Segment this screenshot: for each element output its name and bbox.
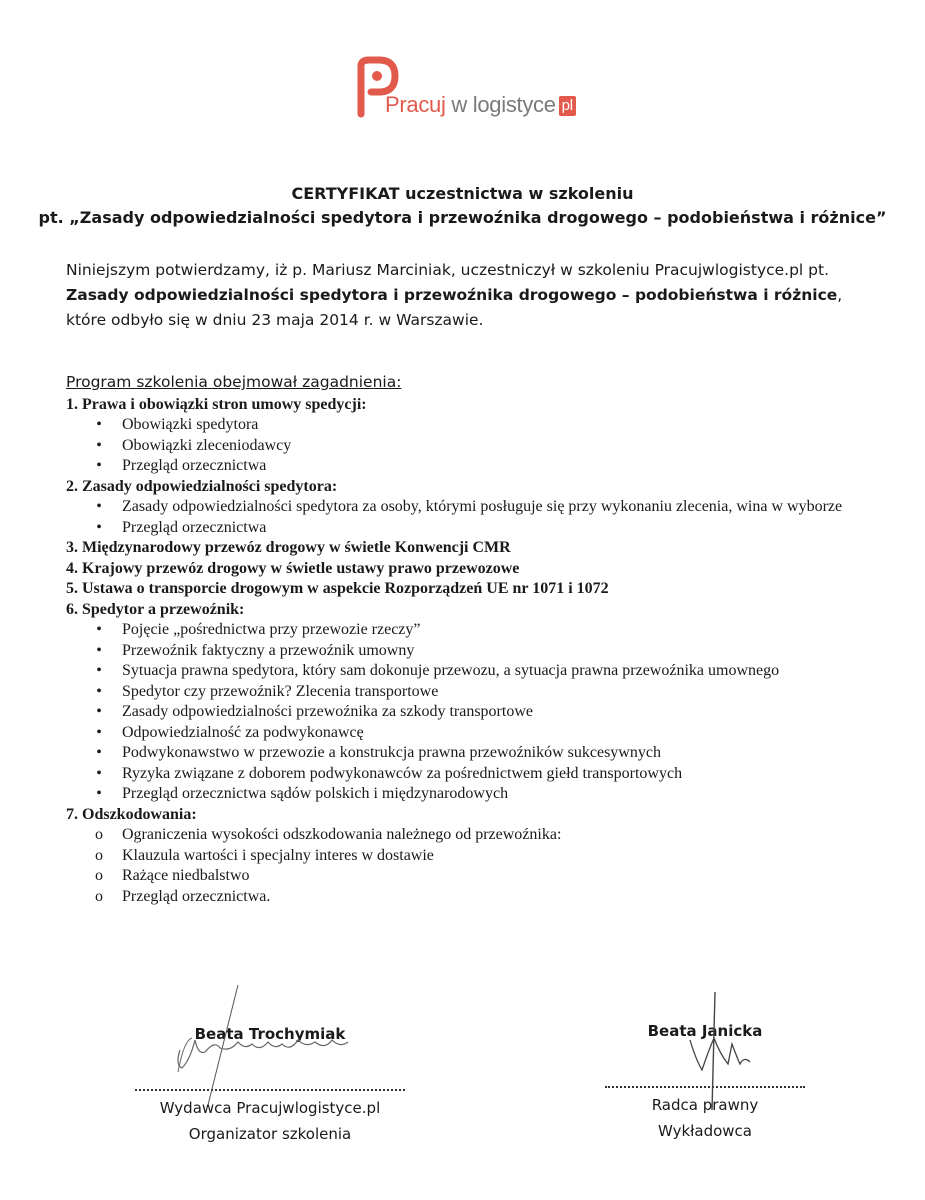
- program-topic: 4. Krajowy przewóz drogowy w świetle ustawy prawo przewozowe: [66, 559, 520, 577]
- list-item: [66, 723, 866, 744]
- list-item-text: Ryzyka związane z doborem podwykonawców za pośrednictwem giełd transportowych: [122, 764, 683, 782]
- hollow-bullet-icon: o: [95, 826, 103, 843]
- list-item-text: Przegląd orzecznictwa: [122, 518, 267, 536]
- program-topic: 5. Ustawa o transporcie drogowym w aspekcie Rozporządzeń UE nr 1071 i 1072: [66, 580, 609, 597]
- list-item-text: Przegląd orzecznictwa.: [122, 887, 271, 905]
- signer-role: Organizator szkolenia: [188, 1125, 352, 1143]
- certificate-title: CERTYFIKAT uczestnictwa w szkoleniu: [291, 184, 634, 203]
- pracujwlogistyce-logo: [355, 56, 585, 126]
- list-item: [66, 436, 866, 457]
- list-item-text: Zasady odpowiedzialności przewoźnika za szkody transportowe: [122, 703, 533, 720]
- signer-name: Beata Janicka: [647, 1022, 763, 1040]
- list-item-text: Sytuacja prawna spedytora, który sam dokonuje przewozu, a sytuacja prawna przewoźnika umownego: [122, 662, 780, 679]
- signature-block-right: [590, 1022, 820, 1144]
- handwritten-signature: [120, 980, 420, 1110]
- list-item: [66, 825, 866, 846]
- program-topic: 2. Zasady odpowiedzialności spedytora:: [66, 477, 338, 495]
- course-title: pt. „Zasady odpowiedzialności spedytora i przewoźnika drogowego – podobieństwa i różnice”: [38, 208, 887, 227]
- list-item: [66, 702, 866, 723]
- list-item: [66, 784, 866, 805]
- list-item-text: Zasady odpowiedzialności spedytora za osoby, którymi posługuje się przy wykonaniu zlecenia, wina w wyborze: [122, 498, 843, 515]
- bullet-icon: •: [96, 785, 102, 802]
- bullet-icon: •: [96, 682, 102, 700]
- list-item-text: Obowiązki spedytora: [122, 416, 259, 433]
- program-topics: [66, 395, 866, 908]
- list-item: [66, 620, 866, 641]
- handwritten-signature: [590, 992, 820, 1122]
- course-name-bold: Zasady odpowiedzialności spedytora i przewoźnika drogowego – podobieństwa i różnice: [66, 286, 838, 304]
- confirmation-paragraph: Niniejszym potwierdzamy, iż p. Mariusz Marciniak, uczestniczył w szkoleniu Pracujwlogistyce.pl pt. Zasady odpowiedzialności spedytora i przewoźnika drogowego – podobieństwa i różnice, które odbyło się w dniu 23 maja 2014 r. w Warszawie.: [66, 261, 843, 329]
- signature-block-left: [120, 1025, 420, 1147]
- signer-name: Beata Trochymiak: [194, 1025, 346, 1043]
- list-item-text: Klauzula wartości i specjalny interes w dostawie: [122, 846, 434, 864]
- program-section: [66, 372, 866, 907]
- topic-subitems: [66, 620, 866, 805]
- list-item: [66, 641, 866, 662]
- list-item: [66, 415, 866, 436]
- list-item-text: Obowiązki zleceniodawcy: [122, 436, 292, 454]
- signer-role: Wydawca Pracujwlogistyce.pl: [159, 1099, 381, 1117]
- bullet-icon: •: [96, 662, 102, 679]
- bullet-icon: •: [96, 518, 102, 536]
- program-topic: 6. Spedytor a przewoźnik:: [66, 600, 245, 618]
- list-item: [66, 518, 866, 539]
- bullet-icon: •: [96, 498, 102, 515]
- bullet-icon: •: [96, 436, 102, 454]
- bullet-icon: •: [96, 621, 102, 638]
- signer-role: Radca prawny: [651, 1096, 759, 1114]
- list-item: [66, 866, 866, 887]
- list-item: [66, 887, 866, 908]
- list-item-text: Przegląd orzecznictwa: [122, 457, 267, 474]
- list-item-text: Przegląd orzecznictwa sądów polskich i międzynarodowych: [122, 785, 509, 802]
- logo-wordmark: Pracuj w logistyce pl: [385, 92, 576, 118]
- signer-role: Wykładowca: [658, 1122, 752, 1140]
- list-item: [66, 661, 866, 682]
- bullet-icon: •: [96, 764, 102, 782]
- hollow-bullet-icon: o: [95, 846, 103, 864]
- list-item-text: Rażące niedbalstwo: [122, 867, 250, 884]
- bullet-icon: •: [96, 457, 102, 474]
- program-topic: 3. Międzynarodowy przewóz drogowy w świetle Konwencji CMR: [66, 539, 511, 556]
- list-item: [66, 764, 866, 785]
- list-item: [66, 497, 866, 518]
- hollow-bullet-icon: o: [95, 887, 103, 905]
- bullet-icon: •: [96, 703, 102, 720]
- list-item-text: Przewoźnik faktyczny a przewoźnik umowny: [122, 641, 415, 659]
- list-item-text: Spedytor czy przewoźnik? Zlecenia transportowe: [122, 682, 439, 700]
- program-topic: 7. Odszkodowania:: [66, 805, 197, 823]
- program-topic: 1. Prawa i obowiązki stron umowy spedycji:: [66, 395, 367, 413]
- list-item: [66, 743, 866, 764]
- bullet-icon: •: [96, 723, 102, 741]
- list-item: [66, 846, 866, 867]
- hollow-bullet-icon: o: [95, 867, 103, 884]
- program-heading: Program szkolenia obejmował zagadnienia:: [66, 373, 402, 391]
- bullet-icon: •: [96, 641, 102, 659]
- list-item: [66, 456, 866, 477]
- topic-subitems: [66, 825, 866, 907]
- list-item-text: Pojęcie „pośrednictwa przy przewozie rzeczy”: [122, 621, 421, 638]
- list-item-text: Ograniczenia wysokości odszkodowania należnego od przewoźnika:: [122, 826, 562, 843]
- list-item-text: Podwykonawstwo w przewozie a konstrukcja prawna przewoźników sukcesywnych: [122, 744, 661, 761]
- list-item-text: Odpowiedzialność za podwykonawcę: [122, 723, 364, 741]
- list-item: [66, 682, 866, 703]
- topic-subitems: [66, 415, 866, 477]
- bullet-icon: •: [96, 744, 102, 761]
- topic-subitems: [66, 497, 866, 538]
- bullet-icon: •: [96, 416, 102, 433]
